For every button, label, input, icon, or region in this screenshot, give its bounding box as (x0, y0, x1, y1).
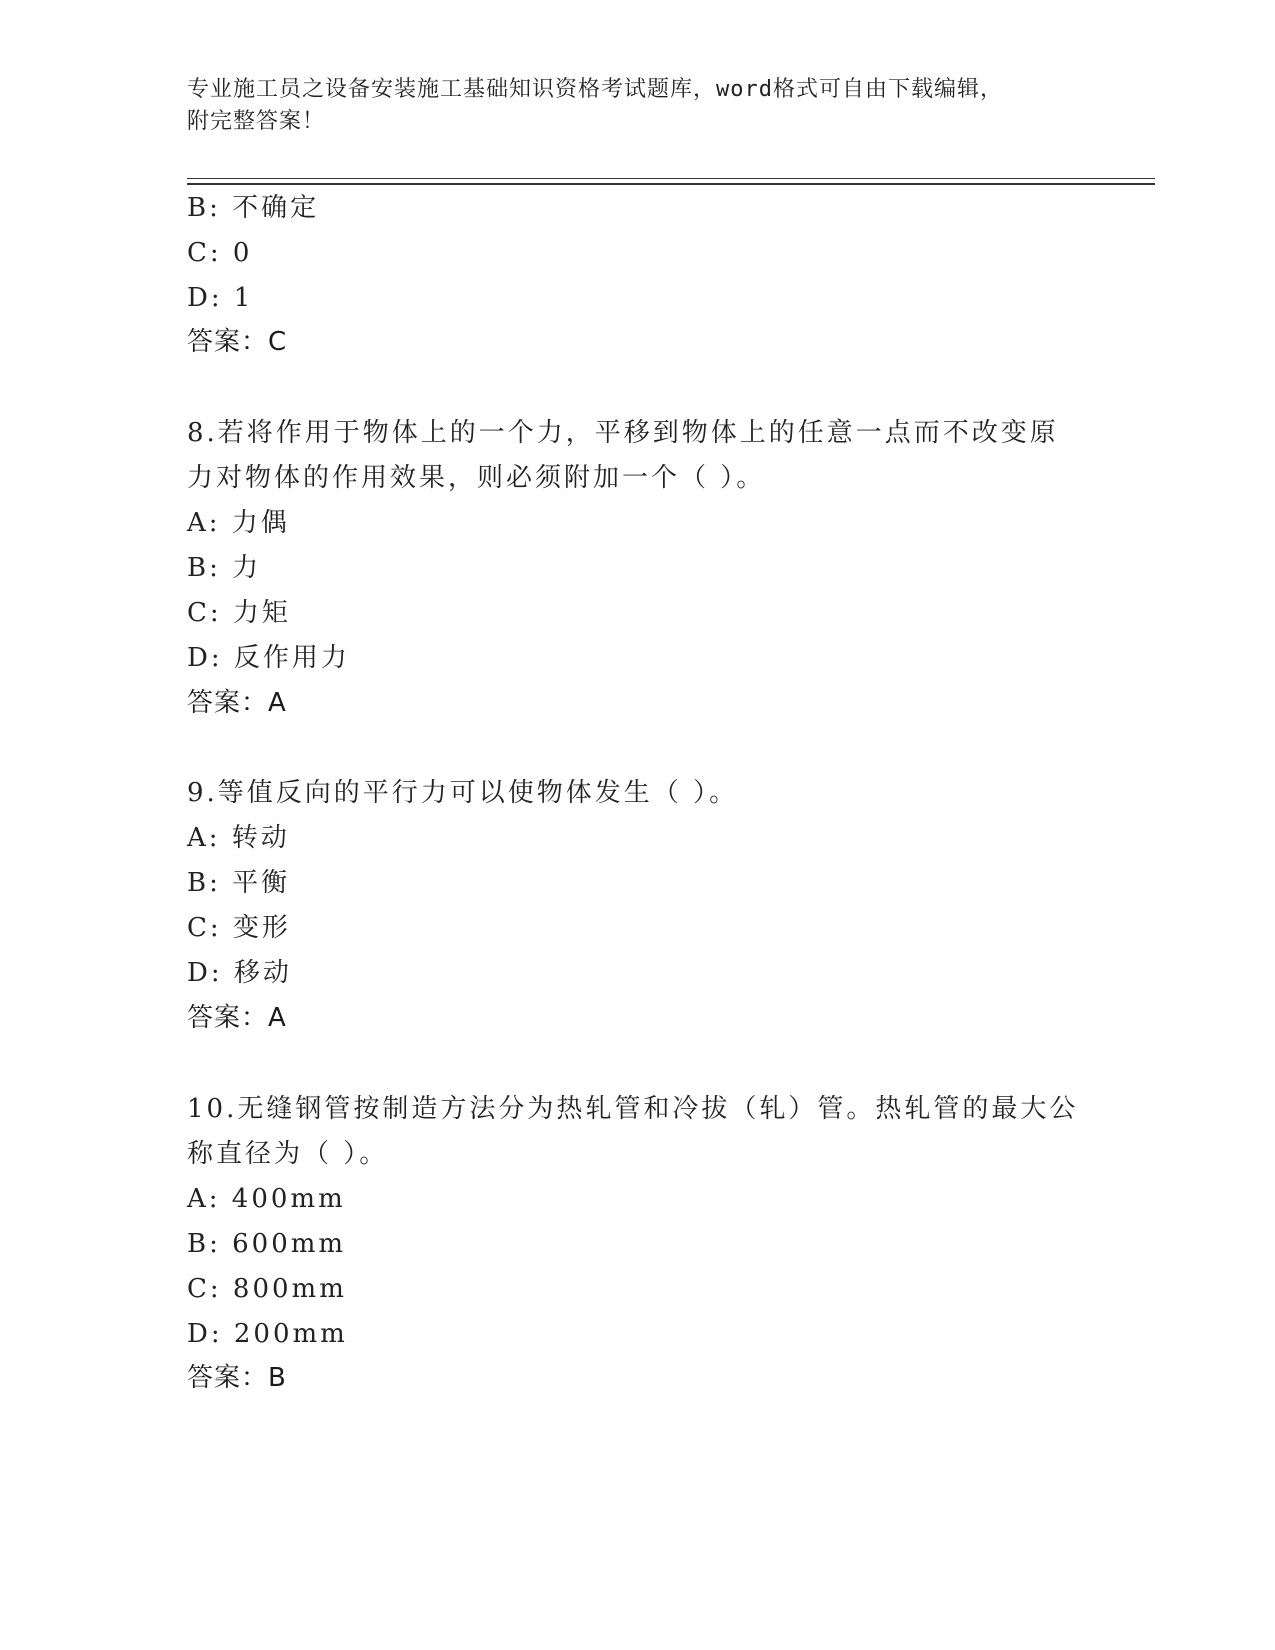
header-divider-thin (187, 178, 1155, 179)
q8-option-b: B: 力 (187, 553, 262, 583)
header-line-1: 专业施工员之设备安装施工基础知识资格考试题库，word格式可自由下载编辑， (187, 77, 1003, 102)
q9-answer: 答案：A (187, 1003, 287, 1033)
q8-option-c: C: 力矩 (187, 598, 291, 628)
q7-option-d: D: 1 (187, 283, 254, 313)
q9-option-a: A: 转动 (187, 823, 290, 853)
q10-option-b: B: 600mm (187, 1229, 347, 1259)
q9-option-b: B: 平衡 (187, 868, 291, 898)
q7-option-c: C: 0 (187, 238, 253, 268)
q10-answer: 答案：B (187, 1363, 287, 1393)
q7-option-b: B: 不确定 (187, 193, 320, 223)
q9-option-d: D: 移动 (187, 958, 292, 988)
header-line-2: 附完整答案！ (187, 109, 326, 134)
q9-option-c: C: 变形 (187, 913, 291, 943)
q8-option-d: D: 反作用力 (187, 643, 350, 673)
q9-stem-line-1: 9.等值反向的平行力可以使物体发生（ ）。 (187, 778, 739, 808)
q10-option-d: D: 200mm (187, 1319, 348, 1349)
q8-answer: 答案：A (187, 688, 287, 718)
q10-option-a: A: 400mm (187, 1184, 346, 1214)
q10-option-c: C: 800mm (187, 1274, 347, 1304)
document-header (187, 74, 1067, 138)
q8-stem-line-2: 力对物体的作用效果，则必须附加一个（ ）。 (187, 463, 766, 493)
q7-answer: 答案：C (187, 327, 288, 357)
q10-stem-line-2: 称直径为（ ）。 (187, 1139, 389, 1169)
q8-option-a: A: 力偶 (187, 508, 290, 538)
header-divider-thick (187, 183, 1155, 185)
q8-stem-line-1: 8.若将作用于物体上的一个力，平移到物体上的任意一点而不改变原 (187, 418, 1059, 448)
q10-stem-line-1: 10.无缝钢管按制造方法分为热轧管和冷拔（轧）管。热轧管的最大公 (187, 1094, 1079, 1124)
